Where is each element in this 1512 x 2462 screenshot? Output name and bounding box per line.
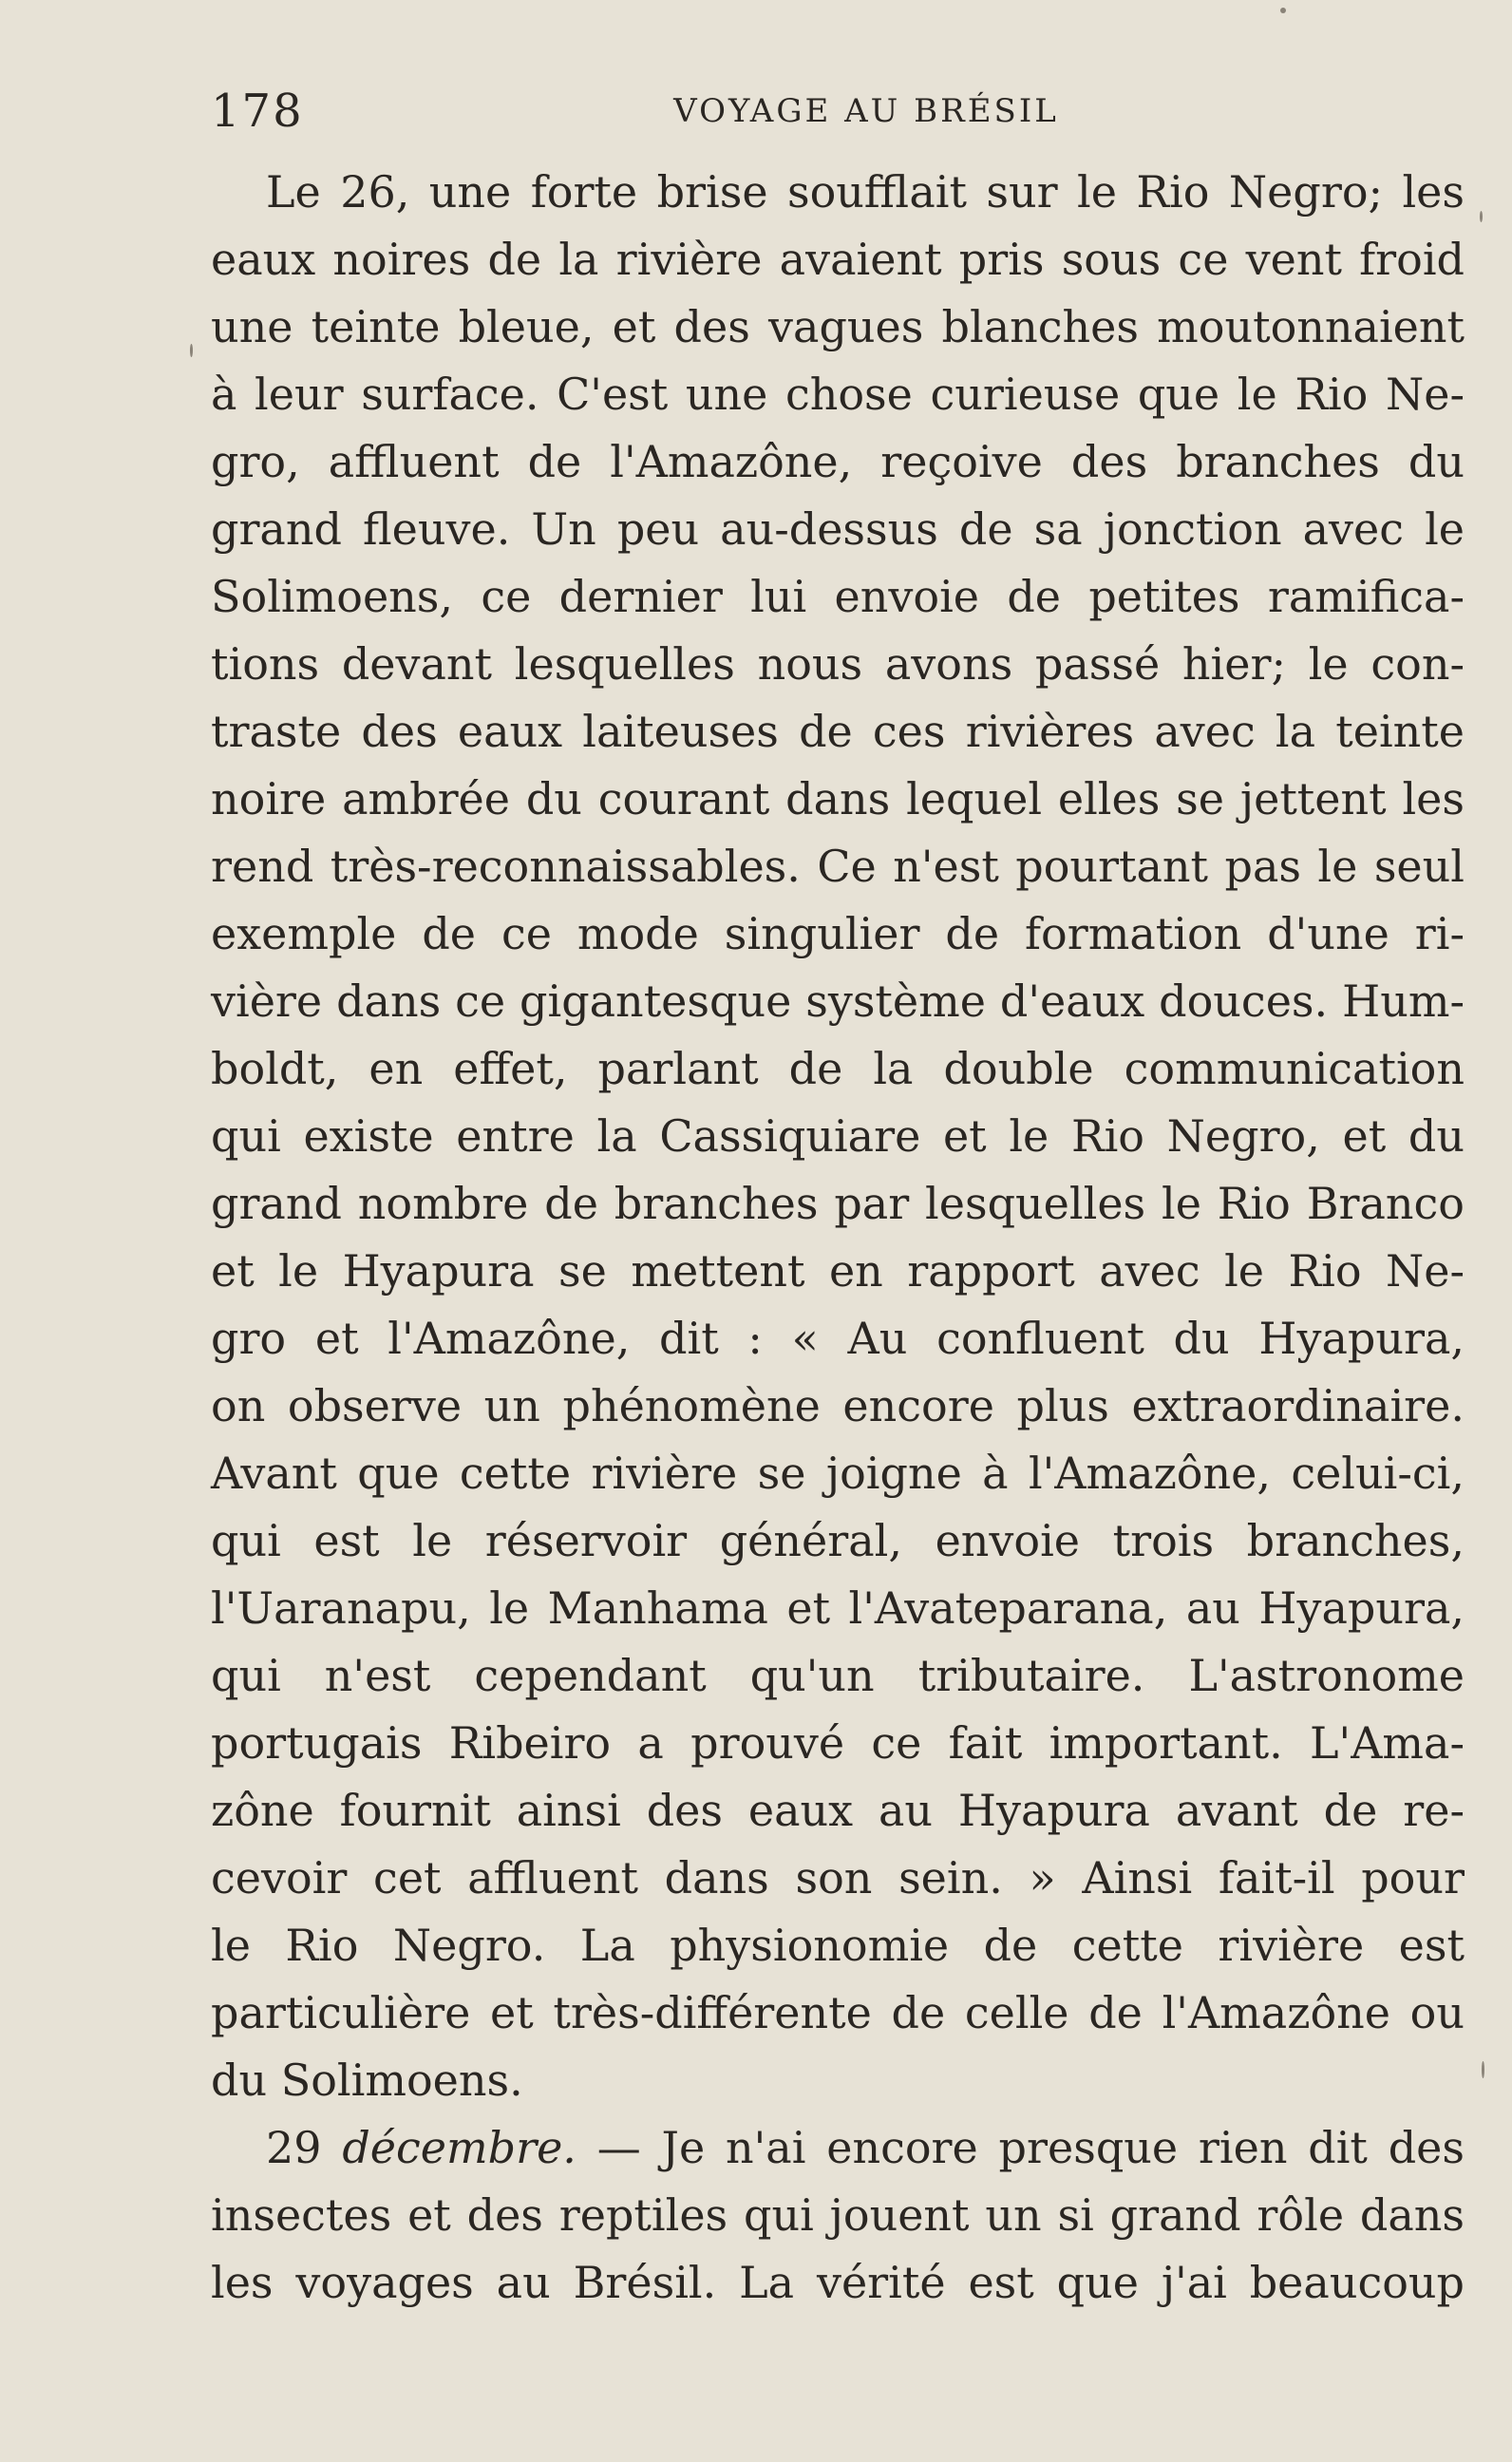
date-word: décembre.: [342, 2122, 576, 2173]
paper-speck: [1480, 211, 1483, 222]
text-line: qui existe entre la Cassiquiare et le Rio Negro, et du: [211, 1110, 1465, 1162]
text-line: Le 26, une forte brise soufflait sur le Rio Negro; les: [266, 166, 1465, 218]
text-line: boldt, en effet, parlant de la double communication: [211, 1043, 1465, 1094]
text-line: portugais Ribeiro a prouvé ce fait important. L'Ama-: [211, 1717, 1465, 1769]
page-number: 178: [211, 85, 304, 138]
text-line: gro, affluent de l'Amazône, reçoive des branches du: [211, 436, 1465, 487]
text-line: zône fournit ainsi des eaux au Hyapura avant de re-: [211, 1785, 1465, 1836]
paper-speck: [190, 344, 193, 357]
text-line: cevoir cet affluent dans son sein. » Ainsi fait-il pour: [211, 1852, 1465, 1903]
text-line: qui est le réservoir général, envoie trois branches,: [211, 1515, 1465, 1566]
text-line: eaux noires de la rivière avaient pris sous ce vent froid: [211, 234, 1465, 285]
text-line: noire ambrée du courant dans lequel elles se jettent les: [211, 773, 1465, 824]
date-number: 29: [266, 2122, 322, 2173]
text-line: rend très-reconnaissables. Ce n'est pourtant pas le seul: [211, 841, 1465, 892]
text-line: tions devant lesquelles nous avons passé hier; le con-: [211, 638, 1465, 690]
text-line: à leur surface. C'est une chose curieuse que le Rio Ne-: [211, 369, 1465, 420]
text-line: vière dans ce gigantesque système d'eaux douces. Hum-: [211, 975, 1465, 1027]
text-line: insectes et des reptiles qui jouent un si grand rôle dans: [211, 2189, 1465, 2241]
text-line: du Solimoens.: [211, 2055, 523, 2106]
body-text: [211, 159, 1465, 2317]
paragraph-1: [211, 159, 1465, 2114]
text-line: grand nombre de branches par lesquelles le Rio Branco: [211, 1178, 1465, 1229]
text-line: Avant que cette rivière se joigne à l'Amazône, celui-ci,: [211, 1448, 1465, 1499]
text-line: traste des eaux laiteuses de ces rivières avec la teinte: [211, 706, 1465, 757]
text-line: gro et l'Amazône, dit : « Au confluent du Hyapura,: [211, 1313, 1465, 1364]
text-line: particulière et très-différente de celle de l'Amazône ou: [211, 1987, 1465, 2038]
text-line: le Rio Negro. La physionomie de cette rivière est: [211, 1920, 1465, 1971]
first-line-rest: — Je n'ai encore presque rien dit des: [576, 2122, 1465, 2173]
text-line: Solimoens, ce dernier lui envoie de petites ramifica-: [211, 571, 1465, 622]
text-line: [211, 2114, 1465, 2182]
text-line: les voyages au Brésil. La vérité est que j'ai beaucoup: [211, 2257, 1465, 2308]
text-line: une teinte bleue, et des vagues blanches moutonnaient: [211, 301, 1465, 352]
paragraph-2: [211, 2114, 1465, 2317]
paper-speck: [1482, 2061, 1484, 2078]
text-line: et le Hyapura se mettent en rapport avec le Rio Ne-: [211, 1245, 1465, 1297]
text-line: qui n'est cependant qu'un tributaire. L'astronome: [211, 1650, 1465, 1701]
text-line: grand fleuve. Un peu au-dessus de sa jonction avec le: [211, 503, 1465, 555]
text-line: on observe un phénomène encore plus extraordinaire.: [211, 1380, 1465, 1431]
page-header: [211, 78, 1465, 144]
paper-speck: [1280, 8, 1286, 13]
running-head: VOYAGE AU BRÉSIL: [673, 92, 1059, 130]
text-line: exemple de ce mode singulier de formation d'une ri-: [211, 908, 1465, 959]
text-line: l'Uaranapu, le Manhama et l'Avateparana, au Hyapura,: [211, 1582, 1465, 1634]
